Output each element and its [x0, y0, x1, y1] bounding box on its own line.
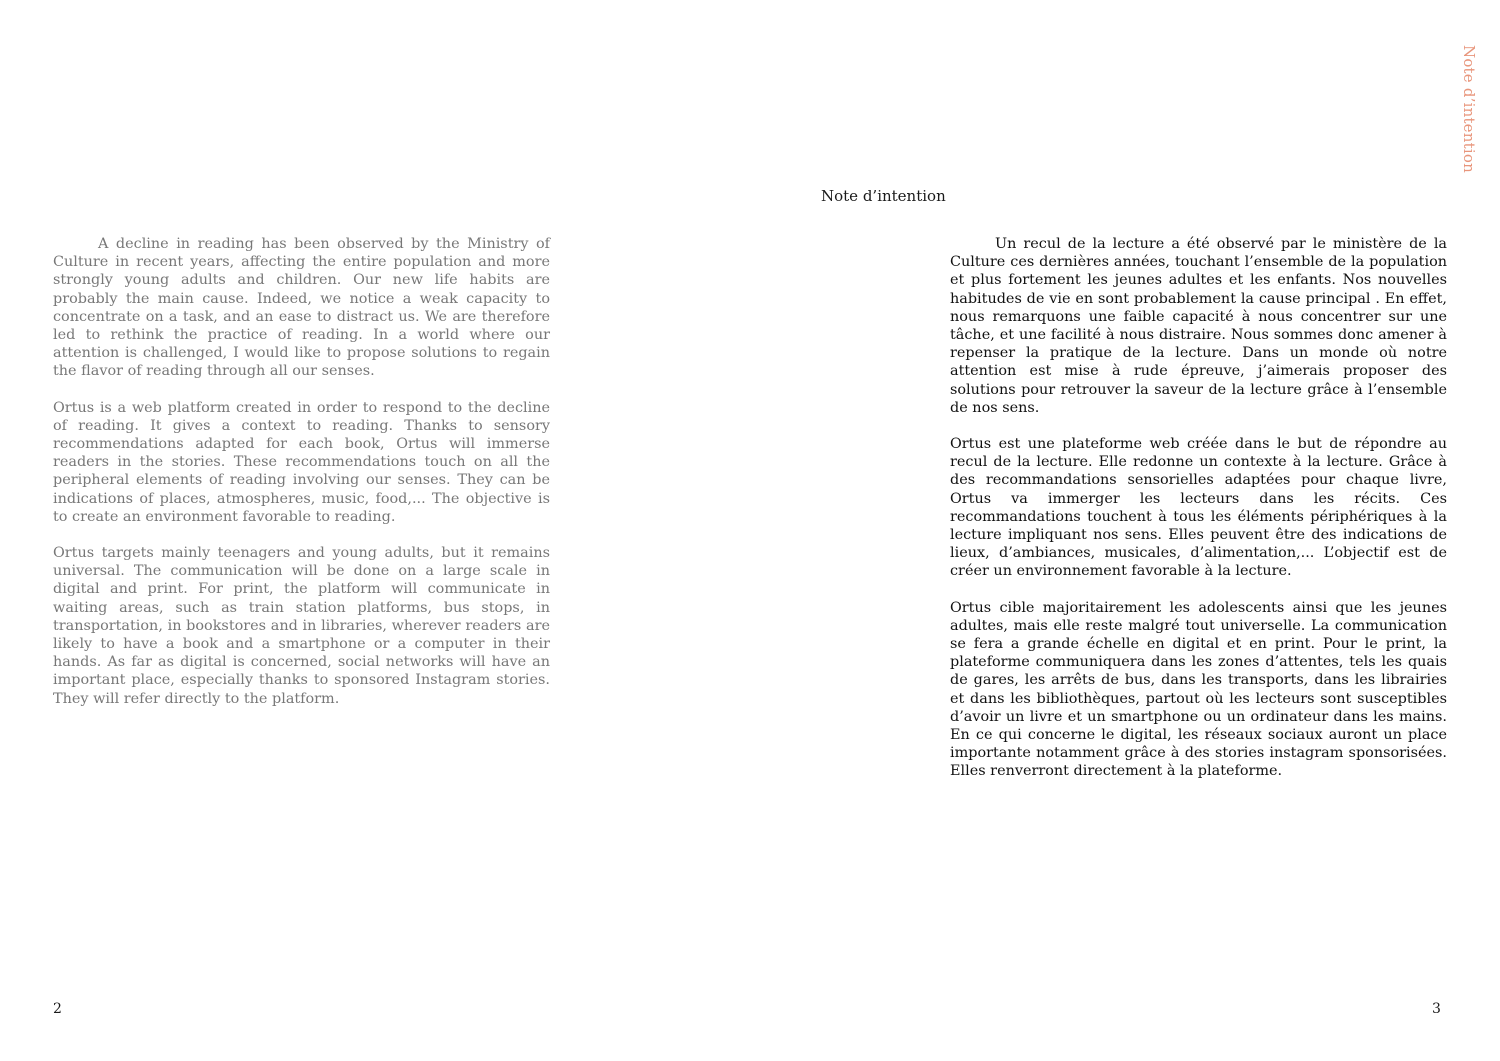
english-paragraph-1: A decline in reading has been observed by the Ministry of Culture in recent years, affecting the entire population and more strongly young adults and children. Our new life habits are probably the main cause. Indeed, we notice a weak capacity to concentrate on a task, and an ease to distract us. We are therefore led to rethink the practice of reading. In a world where our attention is challenged, I would like to propose solutions to regain the flavor of reading through all our senses. — [53, 236, 550, 380]
french-paragraph-2: Ortus est une plateforme web créée dans le but de répondre au recul de la lecture. Elle redonne un contexte à la lecture. Grâce à des recommandations sensorielles adaptées pour chaque livre, Ortus va immerger les lecteurs dans les récits. Ces recommandations touchent à tous les éléments périphériques à la lecture impliquant nos sens. Elles peuvent être des indications de lieux, d’ambiances, musicales, d’alimentation,... L’objectif est de créer un environnement favorable à la lecture. — [950, 436, 1447, 580]
left-page-number: 2 — [53, 1001, 62, 1017]
english-text-column — [53, 235, 550, 726]
side-section-label: Note d’intention — [1460, 45, 1478, 173]
french-paragraph-1: Un recul de la lecture a été observé par le ministère de la Culture ces dernières années, touchant l’ensemble de la population et plus fortement les jeunes adultes et les enfants. Nos nouvelles habitudes de vie en sont probablement la cause principal . En effet, nous remarquons une faible capacité à nous concentrer sur une tâche, et une facilité à nous distraire. Nous sommes donc amener à repenser la pratique de la lecture. Dans un monde où notre attention est mise à rude épreuve, j’aimerais proposer des solutions pour retrouver la saveur de la lecture grâce à l’ensemble de nos sens. — [950, 236, 1447, 416]
english-paragraph-2: Ortus is a web platform created in order to respond to the decline of reading. It gives a context to reading. Thanks to sensory recommendations adapted for each book, Ortus will immerse readers in the stories. These recommendations touch on all the peripheral elements of reading involving our senses. They can be indications of places, atmospheres, music, food,... The objective is to create an environment favorable to reading. — [53, 399, 550, 525]
french-paragraph-3: Ortus cible majoritairement les adolescents ainsi que les jeunes adultes, mais elle reste malgré tout universelle. La communication se fera a grande échelle en digital et en print. Pour le print, la plateforme communiquera dans les zones d’attentes, tels les quais de gares, les arrêts de bus, dans les transports, dans les librairies et dans les bibliothèques, partout où les lecteurs sont susceptibles d’avoir un livre et un smartphone ou un ordinateur dans les mains. En ce qui concerne le digital, les réseaux sociaux auront un place importante notamment grâce à des stories instagram sponsorisées. Elles renverront directement à la plateforme. — [950, 599, 1447, 780]
right-page-number: 3 — [1432, 1001, 1441, 1017]
page-title: Note d’intention — [821, 187, 946, 205]
english-paragraph-3: Ortus targets mainly teenagers and young adults, but it remains universal. The communication will be done on a large scale in digital and print. For print, the platform will communicate in waiting areas, such as train station platforms, bus stops, in transportation, in bookstores and in libraries, wherever readers are likely to have a book and a smartphone or a computer in their hands. As far as digital is concerned, social networks will have an important place, especially thanks to sponsored Instagram stories. They will refer directly to the platform. — [53, 545, 550, 707]
french-text-column — [950, 235, 1447, 799]
